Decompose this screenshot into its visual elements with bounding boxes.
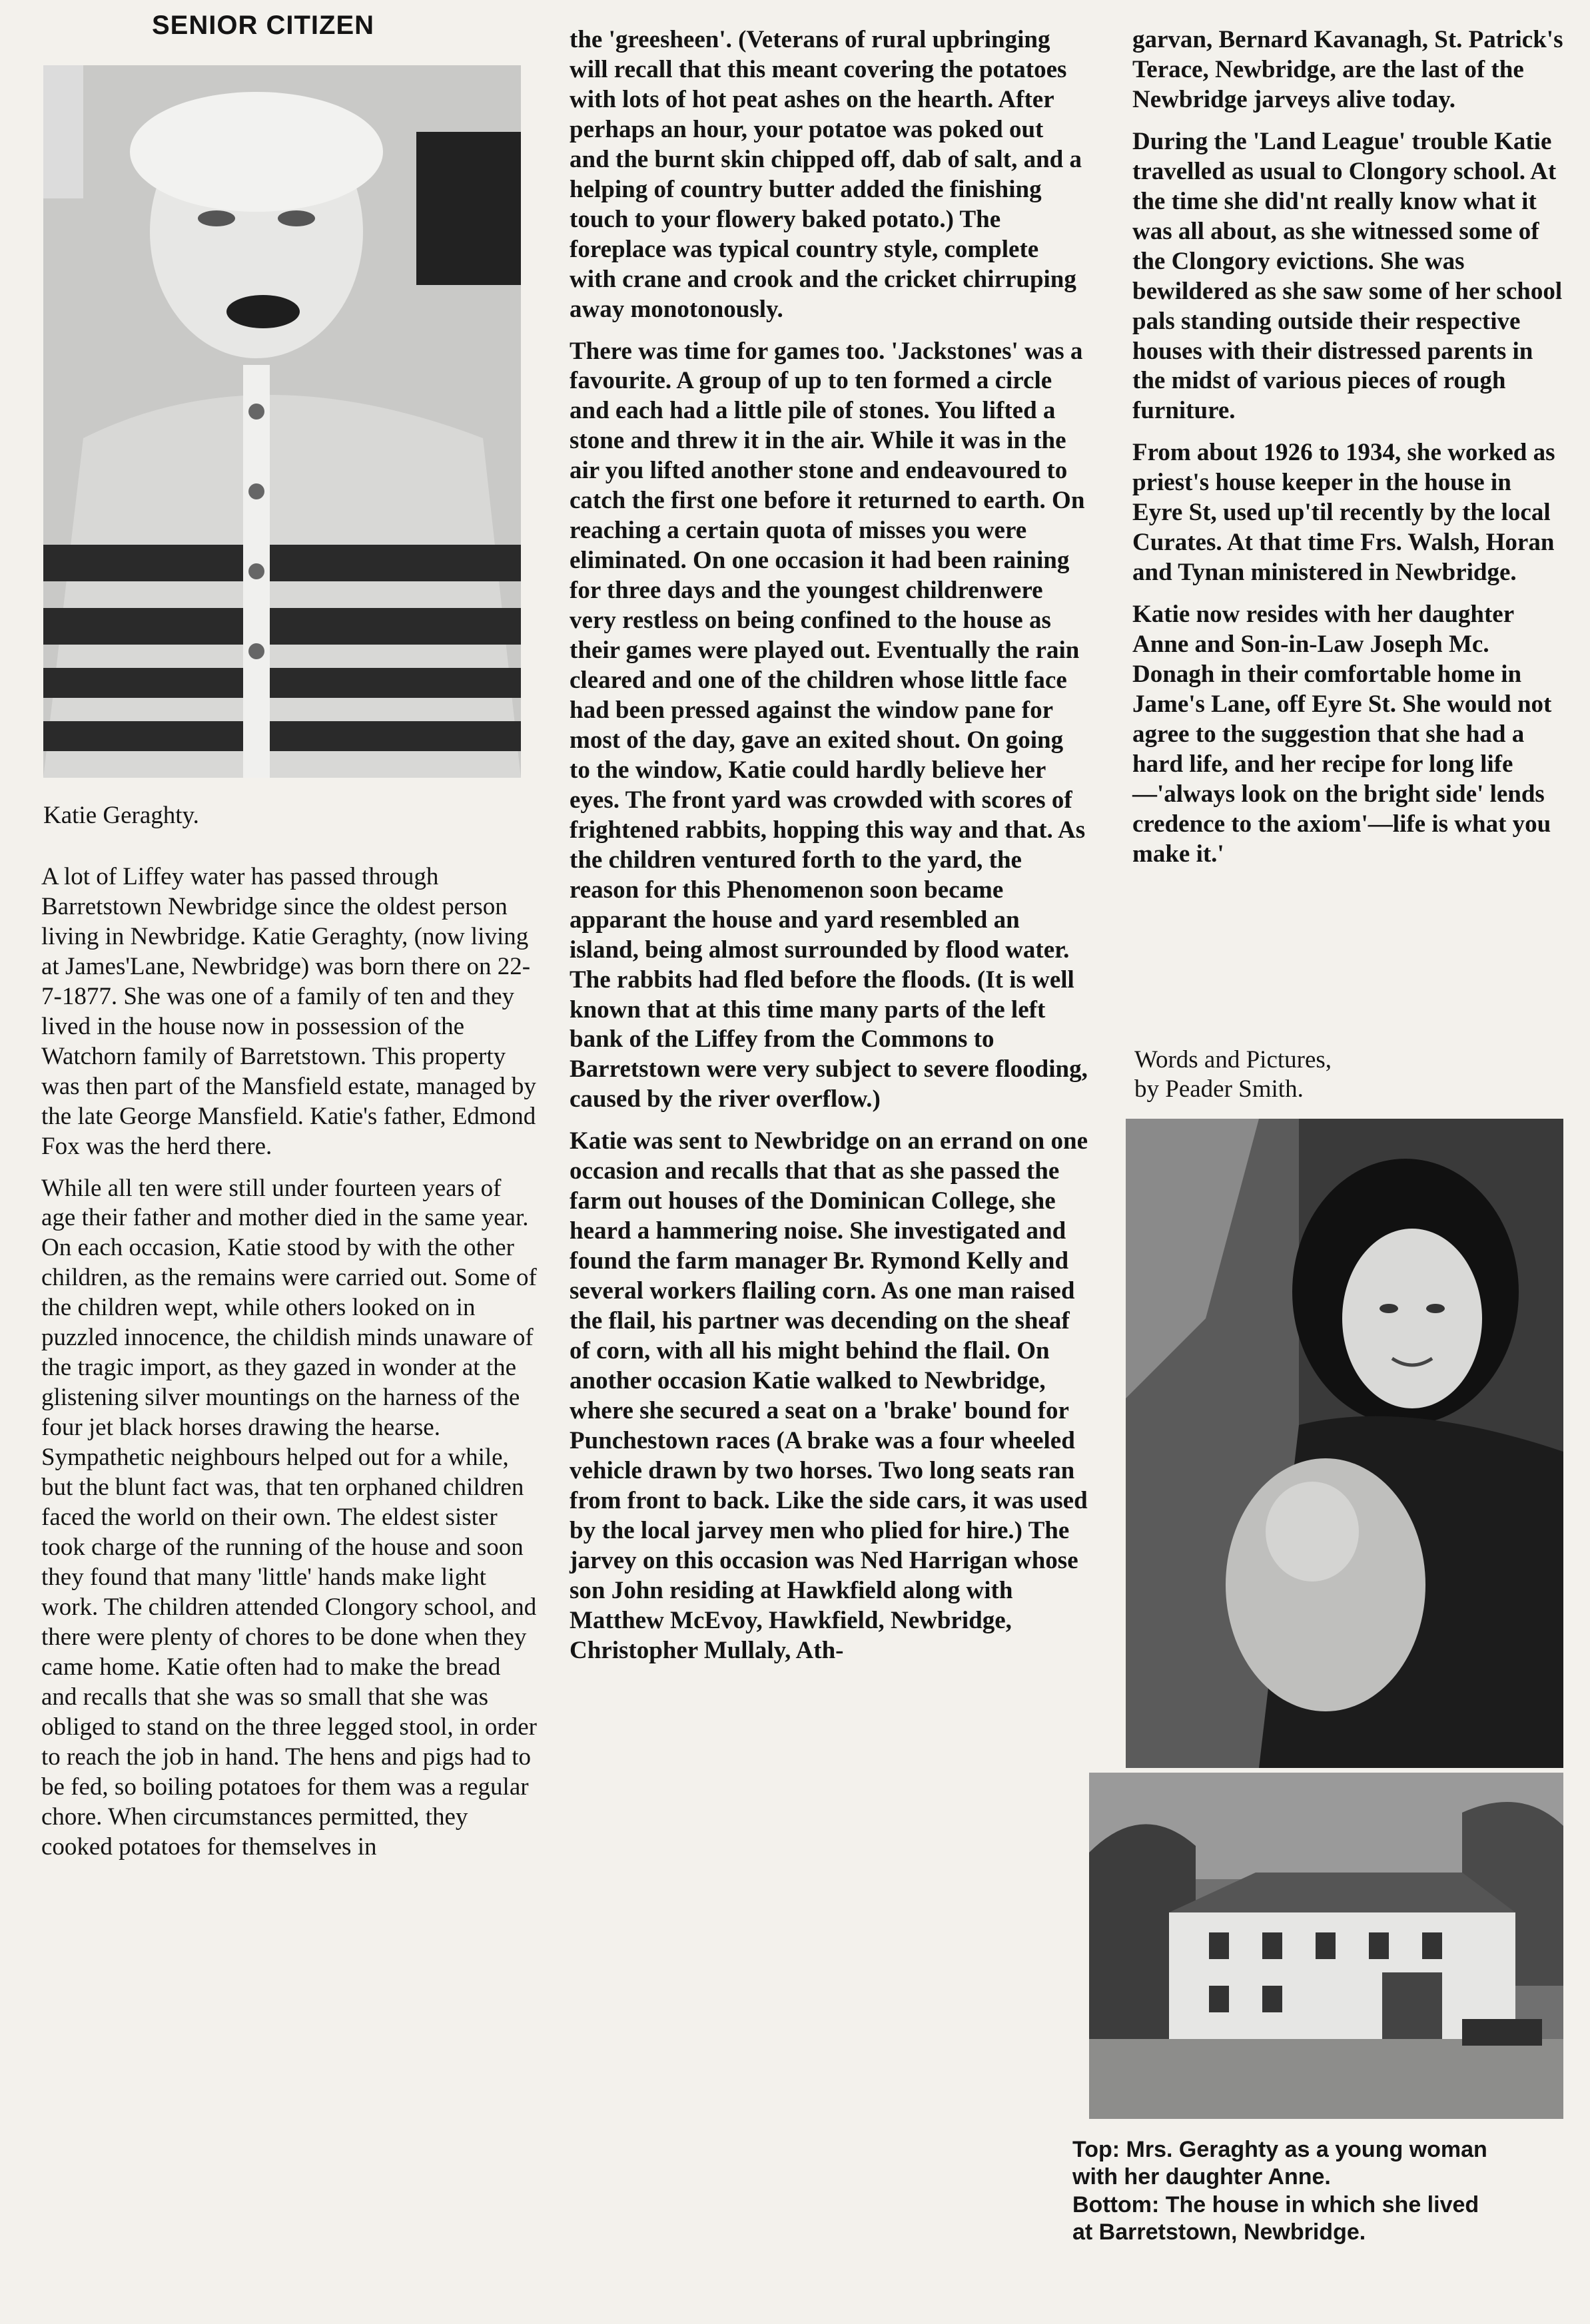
col2-para-2: There was time for games too. 'Jackstones' was a favourite. A group of up to ten formed a circle and each had a little pile of stones. You lifted a stone and threw it in the air. While it was in the air you lifted another stone and endeavoured to catch the first one before it returned to earth. On reaching a certain quota of misses you were eliminated. On one occasion it had been raining for three days and the youngest childrenwere very restless on being confined to the house as their games were played out. Eventually the rain cleared and one of the children whose little face had been pressed against the window pane for most of the day, gave an exited shout. On going to the window, Katie could hardly believe her eyes. The front yard was crowded with scores of frightened rabbits, hopping this way and that. As the children ventured forth to the yard, the reason for this Phenomenon soon became apparant the house and yard resembled an island, being almost surrounded by flood water. The rabbits had fled before the floods. (It is well known that at this time many parts of the left bank of the Liffey from the Commons to Barretstown were very subject to severe flooding, caused by the river overflow.) <box>570 337 1088 1113</box>
portrait-caption: Katie Geraghty. <box>43 802 199 829</box>
col2-para-1: the 'greesheen'. (Veterans of rural upbringing will recall that this meant covering the potatoes with lots of hot peat ashes on the hearth. After perhaps an hour, your potatoe was poked out and the burnt skin chipped off, dab of salt, and a helping of country butter added the finishing touch to your flowery baked potato.) The foreplace was typical country style, complete with crane and crook and the cricket chirruping away monotonously. <box>570 26 1082 323</box>
credit-line-2: by Peader Smith. <box>1134 1075 1304 1103</box>
caption-line-4: at Barretstown, Newbridge. <box>1072 2219 1366 2245</box>
caption-line-1: Top: Mrs. Geraghty as a young woman <box>1072 2137 1487 2162</box>
column-3 <box>1132 25 1565 882</box>
house-photo <box>1089 1773 1563 2119</box>
col2-para-3: Katie was sent to Newbridge on an errand on one occasion and recalls that that as she passed the farm out houses of the Dominican College, she heard a hammering noise. She investigated and found the farm manager Br. Rymond Kelly and several workers flailing corn. As one man raised the flail, his partner was decending on the sheaf of corn, with all his might behind the flail. On another occasion Katie walked to Newbridge, where she secured a seat on a 'brake' bound for Punchestown races (A brake was a four wheeled vehicle drawn by two horses. Two long seats ran from front to back. Like the side cars, it was used by the local jarvey men who plied for hire.) The jarvey on this occasion was Ned Harrigan whose son John residing at Hawkfield along with Matthew McEvoy, Hawkfield, Newbridge, Christopher Mullaly, Ath- <box>570 1127 1088 1664</box>
credit-line <box>1134 1045 1332 1105</box>
col1-para-2: While all ten were still under fourteen years of age their father and mother died in the same year. On each occasion, Katie stood by with the other children, as the remains were carried out. Some of the children wept, while others looked on in puzzled innocence, the childish minds unaware of the tragic import, as they gazed in wonder at the glistening silver mountings on the harness of the four jet black horses drawing the hearse. Sympathetic neighbours helped out for a while, but the blunt fact was, that ten orphaned children faced the world on their own. The eldest sister took charge of the running of the house and soon they found that many 'little' hands make light work. The children attended Clongory school, and there were plenty of chores to be done when they came home. Katie often had to make the bread and recalls that she was so small that she was obliged to stand on the three legged stool, in order to reach the job in hand. The hens and pigs had to be fed, so boiling potatoes for them was a regular chore. When circumstances permitted, they cooked potatoes for themselves in <box>41 1174 537 1861</box>
column-1 <box>41 862 538 1874</box>
caption-line-2: with her daughter Anne. <box>1072 2164 1331 2190</box>
section-label: SENIOR CITIZEN <box>152 11 375 40</box>
col3-para-4: Katie now resides with her daughter Anne and Son-in-Law Joseph Mc. Donagh in their comfortable home in Jame's Lane, off Eyre St. She would not agree to the suggestion that she had a hard life, and her recipe for long life—'always look on the bright side' lends credence to the axiom'—life is what you make it.' <box>1132 601 1552 868</box>
col1-para-1: A lot of Liffey water has passed through Barretstown Newbridge since the oldest person living in Newbridge. Katie Geraghty, (now living at James'Lane, Newbridge) was born there on 22-7-1877. She was one of a family of ten and they lived in the house now in possession of the Watchorn family of Barretstown. This property was then part of the Mansfield estate, managed by the late George Mansfield. Katie's father, Edmond Fox was the herd there. <box>41 863 536 1160</box>
column-2 <box>570 25 1089 1677</box>
photo-captions <box>1072 2136 1579 2247</box>
col3-para-3: From about 1926 to 1934, she worked as priest's house keeper in the house in Eyre St, used up'til recently by the local Curates. At that time Frs. Walsh, Horan and Tynan ministered in Newbridge. <box>1132 439 1555 587</box>
caption-line-3: Bottom: The house in which she lived <box>1072 2191 1479 2217</box>
portrait-photo <box>43 65 521 778</box>
col3-para-1: garvan, Bernard Kavanagh, St. Patrick's Terace, Newbridge, are the last of the Newbridge jarveys alive today. <box>1132 26 1563 113</box>
col3-para-2: During the 'Land League' trouble Katie travelled as usual to Clongory school. At the time she did'nt really know what it was all about, as she witnessed some of the Clongory evictions. She was bewildered as she saw some of her school pals standing outside their respective houses with their distressed parents in the midst of various pieces of rough furniture. <box>1132 127 1563 425</box>
young-woman-photo <box>1126 1119 1563 1768</box>
credit-line-1: Words and Pictures, <box>1134 1046 1332 1073</box>
